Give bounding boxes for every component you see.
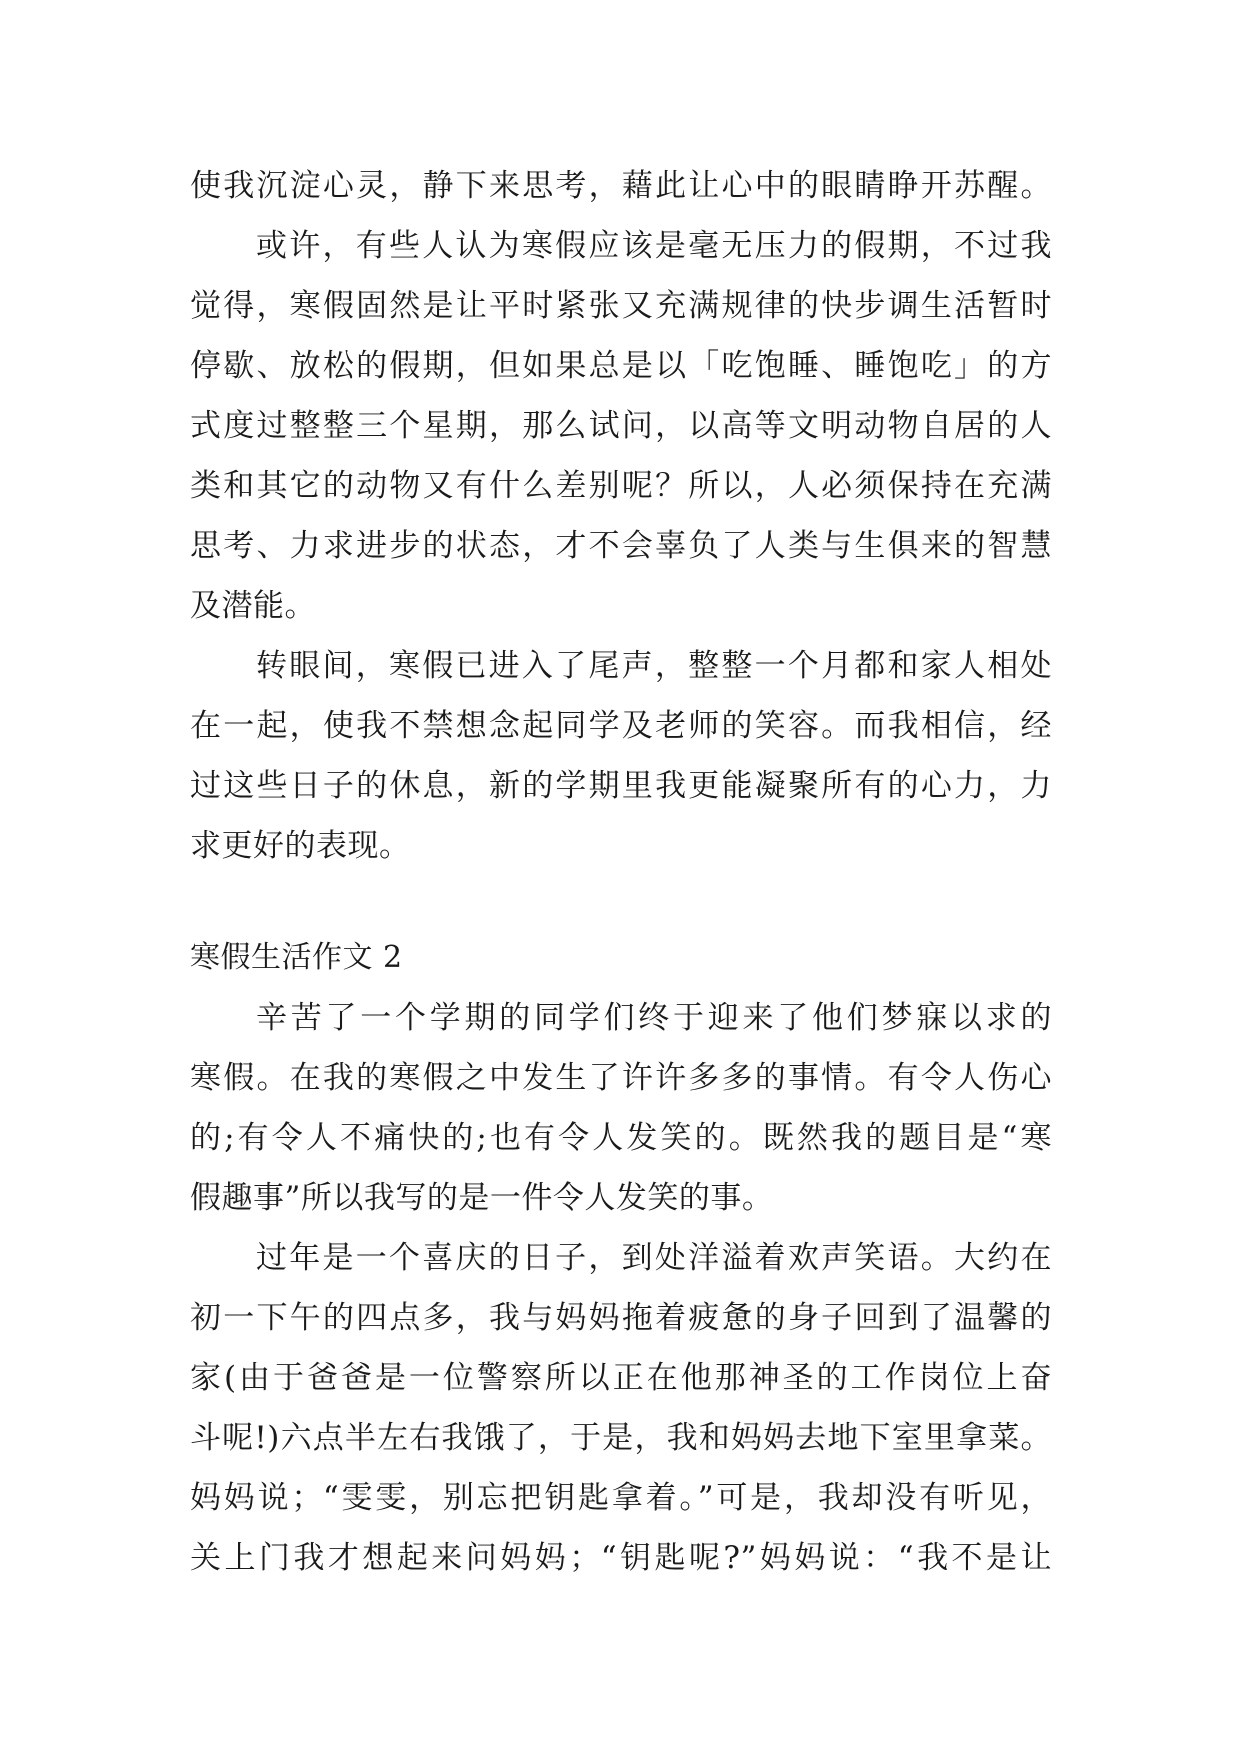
text-line: 式度过整整三个星期，那么试问，以高等文明动物自居的人 <box>190 408 1052 444</box>
text-line: 在一起，使我不禁想念起同学及老师的笑容。而我相信，经 <box>190 708 1052 744</box>
text-line: 及潜能。 <box>190 588 316 624</box>
text-line: 辛苦了一个学期的同学们终于迎来了他们梦寐以求的 <box>256 1000 1052 1036</box>
text-line: 过这些日子的休息，新的学期里我更能凝聚所有的心力，力 <box>190 768 1052 804</box>
text-line: 类和其它的动物又有什么差别呢？所以，人必须保持在充满 <box>190 468 1052 504</box>
text-line: 妈妈说；“雯雯，别忘把钥匙拿着。”可是，我却没有听见， <box>190 1480 1052 1516</box>
text-line: 求更好的表现。 <box>190 828 411 864</box>
text-line: 寒假。在我的寒假之中发生了许许多多的事情。有令人伤心 <box>190 1060 1052 1096</box>
text-line: 觉得，寒假固然是让平时紧张又充满规律的快步调生活暂时 <box>190 288 1052 324</box>
text-line: 家(由于爸爸是一位警察所以正在他那神圣的工作岗位上奋 <box>190 1360 1052 1396</box>
text-line: 初一下午的四点多，我与妈妈拖着疲惫的身子回到了温馨的 <box>190 1300 1052 1336</box>
text-line: 停歇、放松的假期，但如果总是以「吃饱睡、睡饱吃」的方 <box>190 348 1052 384</box>
text-line: 斗呢!)六点半左右我饿了，于是，我和妈妈去地下室里拿菜。 <box>190 1420 1052 1456</box>
text-line: 转眼间，寒假已进入了尾声，整整一个月都和家人相处 <box>256 648 1052 684</box>
text-line: 假趣事”所以我写的是一件令人发笑的事。 <box>190 1180 774 1216</box>
section-heading: 寒假生活作文 2 <box>190 940 403 975</box>
text-line: 思考、力求进步的状态，才不会辜负了人类与生俱来的智慧 <box>190 528 1052 564</box>
text-line: 使我沉淀心灵，静下来思考，藉此让心中的眼睛睁开苏醒。 <box>190 168 1052 204</box>
text-line: 或许，有些人认为寒假应该是毫无压力的假期，不过我 <box>256 228 1052 264</box>
text-line: 过年是一个喜庆的日子，到处洋溢着欢声笑语。大约在 <box>256 1240 1052 1276</box>
text-line: 的;有令人不痛快的;也有令人发笑的。既然我的题目是“寒 <box>190 1120 1052 1156</box>
text-line: 关上门我才想起来问妈妈；“钥匙呢?”妈妈说：“我不是让 <box>190 1540 1052 1576</box>
